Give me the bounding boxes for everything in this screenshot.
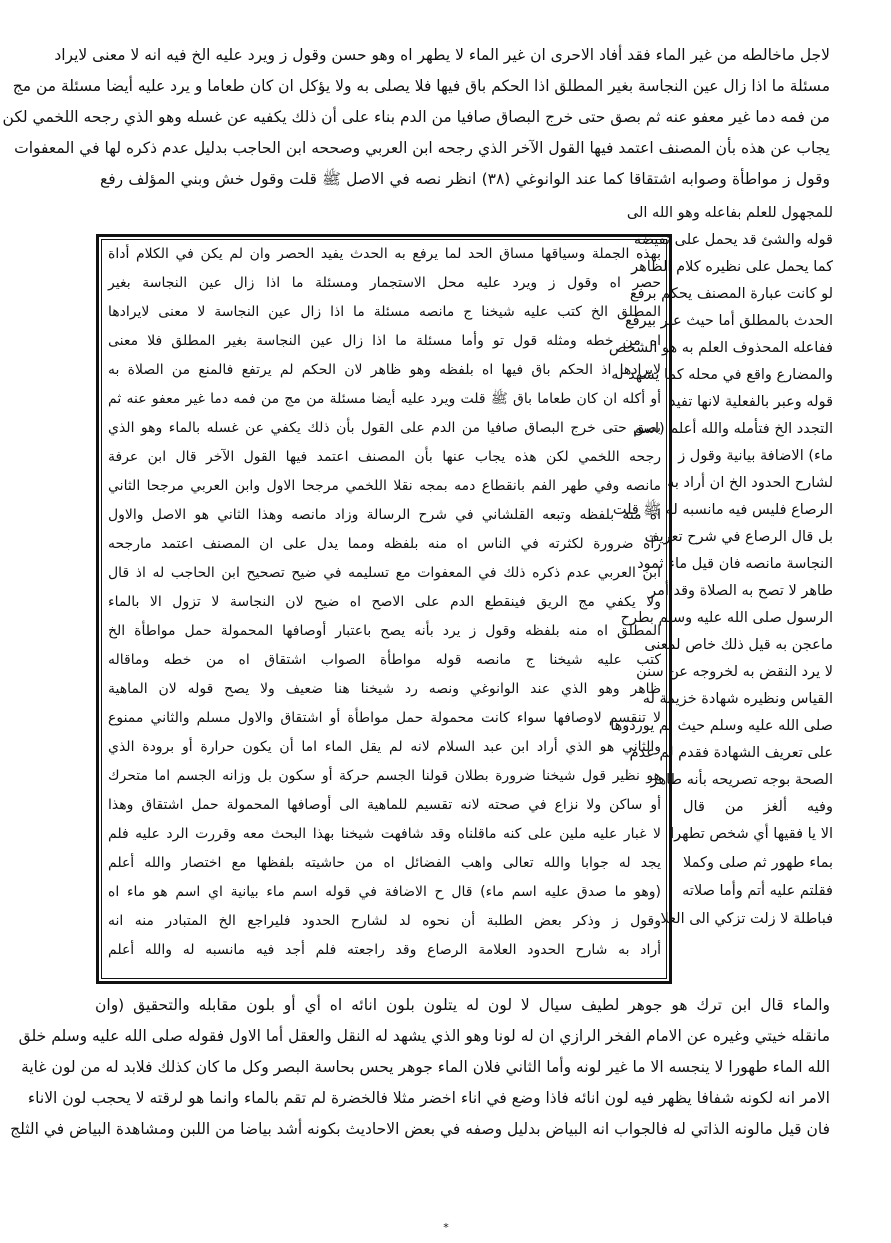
commentary-line: أراد به شارح الحدود العلامة الرصاع وقد راجعته فلم أجد فيه مانسبه له والله أعلم	[108, 942, 661, 958]
side-line: التجدد الخ فتأمله والله أعلم (اسم	[633, 421, 833, 437]
commentary-line: اه منه بلفظه وتبعه القلشاني في شرح الرسالة وزاد مانصه وهذا الثاني هو الاصل والاول	[108, 507, 661, 523]
commentary-line: هو نظير قول شيخنا ضرورة بطلان قولنا الجسم حركة أو سكون بل وزانه الجسم اما متحرك	[108, 768, 661, 784]
text-line: مانقله خيتي وغيره عن الامام الفخر الرازي ان له لونا وهو الذي يشهد له النقل والعقل أما الاول فقوله صلى الله عليه وسلم خلق	[18, 1027, 830, 1045]
side-line: القياس ونظيره شهادة خزيمة له	[642, 691, 833, 707]
side-line: ماعجن به قيل ذلك خاص لمعنى	[644, 637, 833, 653]
commentary-line: رآه ضرورة لكثرته في الناس اه منه بلفظه ومما يدل على ان المصنف اعتمد مارجحه	[108, 536, 661, 552]
commentary-line: لا تنقسم لاوصافها سواء كانت محمولة حمل مواطأة أو اشتقاق والاول مسلم والثاني ممنوع	[108, 710, 661, 726]
commentary-line: وقول ز وذكر بعض الطلبة أن نحوه لد لشارح الحدود فليراجع الخ المتبادر منه انه	[108, 913, 661, 929]
side-line: طاهر لا تصح به الصلاة وقد أمر	[649, 583, 833, 599]
commentary-line: حصر اه وقول ز ويرد عليه محل الاستجمار ومسئلة ما اذا زال عين النجاسة بغير	[108, 275, 661, 291]
text-line: الله الماء طهورا لا ينجسه الا ما غير لونه وأما الثاني فلان الماء جوهر يحس بحاسة البصر وكل ما كان كذلك فلابد له من لون غاية	[21, 1058, 830, 1076]
side-line: لا يرد النقض به لخروجه عن سنن	[636, 664, 833, 680]
side-line: الرصاع فليس فيه مانسبه له ﷺ قلت	[612, 502, 833, 518]
side-line: والمضارع واقع في محله كما يشهد له	[611, 367, 833, 383]
commentary-line: المطلق اه منه بلفظه وقول ز يرد بأنه يصح باعتبار أوصافها المحمولة حمل مواطأة الخ	[108, 623, 661, 639]
side-line: لشارح الحدود الخ ان أراد به	[667, 475, 833, 491]
commentary-line: (وهو ما صدق عليه اسم ماء) قال ح الاضافة في قوله اسم ماء بيانية اي اسم هو ماء اه	[108, 884, 661, 900]
commentary-line: بهذه الجملة وسياقها مساق الحد لما يرفع به الحدث يفيد الحصر وان لم يكن في الكلام أداة	[108, 246, 661, 262]
text-line: الامر انه لكونه شفافا يظهر فيه لون انائه فاذا وضع في اناء اخضر مثلا فالخضرة لم تقم بالماء وانما هو لرقته لا يحجب لون الاناء	[27, 1089, 830, 1107]
footer-mark: *	[443, 1221, 449, 1234]
side-line: الحدث بالمطلق أما حيث عبر بيرفع	[624, 313, 833, 329]
commentary-line: كتب عليه شيخنا ج مانصه قوله مواطأة الصواب اشتقاق اه من خطه وماقاله	[108, 652, 661, 668]
commentary-line: المطلق الخ كتب عليه شيخنا ج مانصه مسئلة ما اذا زال عين النجاسة لا معنى لايرادها	[108, 304, 661, 320]
commentary-line: لايرادها اذ الحكم باق فيها اه بلفظه وهو ظاهر لان الحكم لم يرتفع فالمنع من الصلاة به	[108, 362, 661, 378]
commentary-line: اه من خطه ومثله قول تو وأما مسئلة ما اذا زال عين النجاسة بغير المطلق فلا معنى	[108, 333, 661, 349]
commentary-line: يجد له جوابا والله تعالى واهب الفضائل اه من حاشيته بلفظها مع اختصار والله أعلم	[108, 855, 661, 871]
side-line: ماء) الاضافة بيانية وقول ز	[678, 448, 833, 464]
side-line: فباطلة لا زلت تزكي الى العلا	[660, 911, 833, 927]
commentary-line: ابن العربي عدم ذكره ذلك في المعفوات مع تسليمه في ضيح تصحيح ابن الحاجب له اذ قال	[108, 565, 661, 581]
side-line: ففاعله المحذوف العلم به هو الشخص	[608, 340, 833, 356]
commentary-line: لا غبار عليه ملين على كنه ماقلناه وقد شافهت شيخنا بهذا البحث معه وقررت الرد عليه فلم	[108, 826, 661, 842]
side-line: فقلتم عليه أتم وأما صلاته	[682, 883, 833, 899]
side-line: النجاسة مانصه فان قيل ماء ثمود	[637, 556, 833, 572]
side-line: بل قال الرصاع في شرح تعريف	[644, 529, 833, 545]
side-line: على تعريف الشهادة فقدم لم عدم	[629, 745, 833, 761]
text-line: فان قيل مالونه الذاتي له فالجواب انه البياض بدليل وصفه في بعض الاحاديث بكونه أشد بياضا من اللبن ومشاهدة البياض في الثلج	[10, 1120, 830, 1138]
commentary-line: مانصه وفي طهر الفم بانقطاع دمه بمجه نقلا اللخمي مرجحا الاول وابن العربي مرجحا الثاني	[108, 478, 661, 494]
commentary-line: أو ساكن ولا نزاع في صحته لانه تقسيم للماهية الى أوصافها المحمولة حمل اشتقاق وهذا	[108, 797, 661, 813]
side-line: لو كانت عبارة المصنف يحكم برفع	[629, 286, 833, 302]
side-line: كما يحمل على نظيره كلام الظاهر	[631, 259, 833, 275]
commentary-line: والثاني هو الذي أراد ابن عبد السلام لانه لم يقل الماء اما أن يكون حرارة أو برودة الذي	[108, 739, 661, 755]
side-line: بماء طهور ثم صلى وكملا	[683, 855, 833, 871]
side-line: الصحة بوجه تصريحه بأنه طاهر	[650, 772, 833, 788]
side-line: قوله وعبر بالفعلية لانها تفيد	[669, 394, 833, 410]
side-line: وفيه ألغز من قال	[683, 799, 833, 815]
side-line: الرسول صلى الله عليه وسلم بطرح	[620, 610, 833, 626]
text-line: من فمه دما غير معفو عنه ثم بصق حتى خرج البصاق صافيا من الدم بناء على أن ذلك يكفيه عن غسله وهو الذي رجحه اللخمي لكن	[2, 108, 830, 126]
commentary-line: ظاهر وهو الذي عند الوانوغي ونصه رد شيخنا هنا ضعيف ولا يصح قوله لان الماهية	[108, 681, 661, 697]
commentary-line: أو أكله ان كان طعاما باق ﷺ قلت ويرد عليه أيضا مسئلة من مج من فمه دما غير معفو عنه ثم	[108, 391, 661, 407]
side-line: قوله والشئ قد يحمل على نقيضه	[633, 232, 833, 248]
commentary-line: بصق حتى خرج البصاق صافيا من الدم على القول بأن ذلك يكفي عن غسله بالماء وهو الذي	[108, 420, 661, 436]
text-line: وقول ز مواطأة وصوابه اشتقاقا كما عند الوانوغي (٣٨) انظر نصه في الاصل ﷺ قلت وقول خش وبني المؤلف رفع	[100, 170, 830, 188]
text-line: والماء قال ابن ترك هو جوهر لطيف سيال لا لون له يتلون بلون انائه اه أي أو بلون مقابله والتحقيق (وان	[95, 996, 830, 1014]
side-line: للمجهول للعلم بفاعله وهو الله الى	[626, 205, 833, 221]
side-line: صلى الله عليه وسلم حيث لم يوردوها	[610, 718, 833, 734]
commentary-line: رجحه اللخمي لكن هذه يجاب عنها بأن المصنف اعتمد فيها القول الآخر قال ابن عرفة	[108, 449, 661, 465]
commentary-line: ولا يكفي مج الريق فينقطع الدم على الاصح اه ضيح لان النجاسة لا تزول الا بالماء	[108, 594, 661, 610]
text-line: لاجل ماخالطه من غير الماء فقد أفاد الاحرى ان غير الماء لا يطهر اه وهو حسن وقول ز ويرد عليه الخ فيه انه لا معنى لايراد	[54, 46, 830, 64]
text-line: يجاب عن هذه بأن المصنف اعتمد فيها القول الآخر الذي رجحه ابن العربي وصححه ابن الحاجب بدليل عدم ذكره لها في المعفوات	[14, 139, 830, 157]
text-line: مسئلة ما اذا زال عين النجاسة بغير المطلق اذا الحكم باق فيها فلا يصلى به ولا يؤكل ان كان طعاما و يرد عليه أيضا مسئلة من مج	[12, 77, 830, 95]
side-line: الا يا فقيها أي شخص تطهرا	[670, 826, 833, 842]
